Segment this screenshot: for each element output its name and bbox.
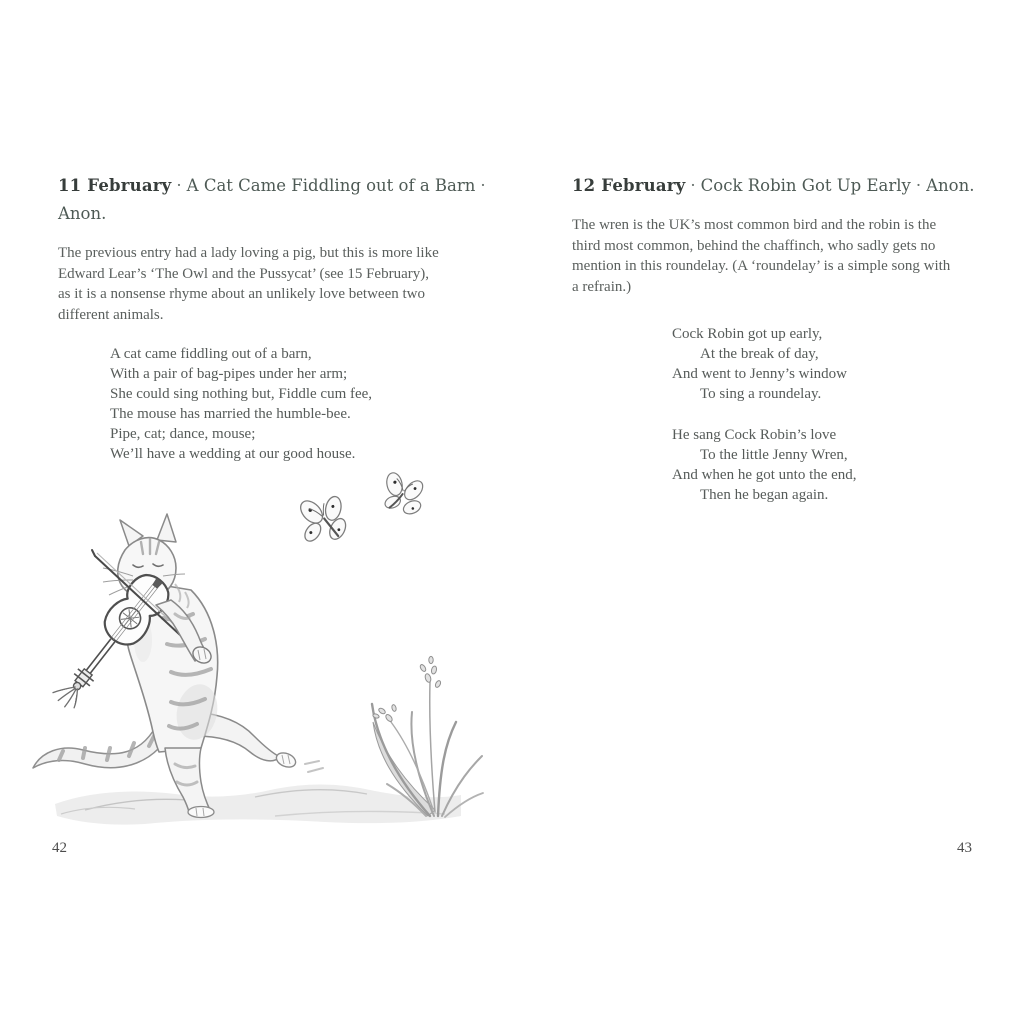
poem-stanza [672,425,972,505]
dot-separator: · [176,176,182,195]
poem-line: A cat came fiddling out of a barn, [110,346,312,362]
intro-line: The wren is the UK’s most common bird and the robin is the [572,217,937,233]
page-number-right: 43 [957,840,972,856]
poem-line: Cock Robin got up early, [672,326,823,342]
page-number-left: 42 [52,840,67,856]
left-page [58,172,498,464]
entry-header-line1 [58,172,498,200]
intro-line: a refrain.) [572,278,632,295]
butterfly-icon [294,490,352,550]
poem-line: At the break of day, [700,346,819,362]
intro-line: mention in this roundelay. (A ‘roundelay’ is a simple song with [572,258,951,274]
entry-author: Anon. [58,204,107,223]
poem-line: And when he got unto the end, [672,467,857,483]
violin-neck [86,639,115,674]
dot-separator: · [690,176,696,195]
dot-separator: · [915,176,922,195]
intro-line: Edward Lear’s ‘The Owl and the Pussycat’ (see 15 February), [58,265,429,282]
poem-stanza [672,324,972,404]
poem-line: She could sing nothing but, Fiddle cum fee, [110,386,373,402]
poem-line: With a pair of bag-pipes under her arm; [110,366,348,382]
butterfly-icon [377,469,429,520]
right-page [572,172,975,505]
poem-text [110,344,498,464]
intro-line: different animals. [58,306,164,323]
poem-line: He sang Cock Robin’s love [672,427,837,443]
intro-paragraph [58,243,498,325]
intro-line: The previous entry had a lady loving a pig, but this is more like [58,245,439,261]
intro-line: third most common, behind the chaffinch, who sadly gets no [572,237,936,254]
poem-line: We’ll have a wedding at our good house. [110,446,356,462]
dot-separator: · [480,176,486,195]
poem-line: To sing a roundelay. [700,386,822,402]
intro-line: as it is a nonsense rhyme about an unlikely love between two [58,286,425,302]
poem-line: Pipe, cat; dance, mouse; [110,426,256,442]
entry-date: 12 February [572,176,686,195]
entry-title: A Cat Came Fiddling out of a Barn [186,176,476,195]
cat-fiddle-illustration [25,464,485,836]
entry-header-right [572,172,975,200]
entry-title: Cock Robin Got Up Early [700,176,911,195]
entry-header-left [58,172,498,228]
motion-dashes [305,761,323,772]
poem-text [672,324,972,505]
entry-date: 11 February [58,176,172,195]
poem-line: The mouse has married the humble-bee. [110,406,351,422]
entry-author: Anon. [926,176,975,195]
poem-line: Then he began again. [700,487,829,503]
grass-tuft [372,656,483,817]
poem-line: And went to Jenny’s window [672,366,847,382]
intro-paragraph [572,215,972,297]
ground-wash [55,784,461,824]
stanza-gap [672,404,972,425]
poem-line: To the little Jenny Wren, [700,447,848,463]
